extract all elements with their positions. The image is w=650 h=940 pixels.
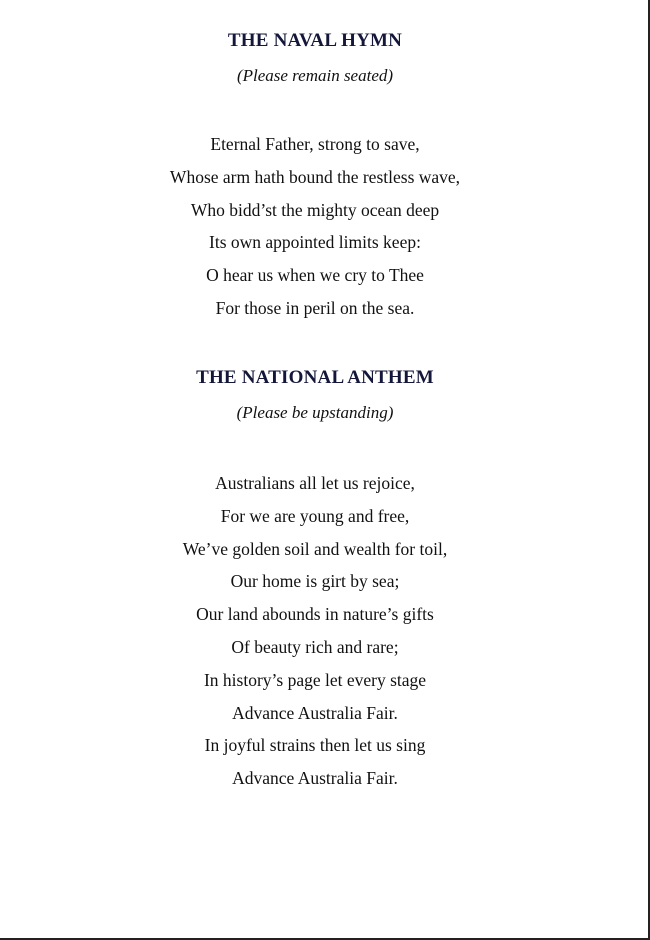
verse-line: Advance Australia Fair.: [232, 702, 398, 723]
verse-line: Of beauty rich and rare;: [231, 636, 399, 657]
verse-line: In joyful strains then let us sing: [204, 735, 426, 756]
verse-line: For we are young and free,: [220, 505, 410, 526]
verse-line: Advance Australia Fair.: [232, 768, 398, 789]
verse-line: Australians all let us rejoice,: [215, 473, 415, 493]
verse-line: We’ve golden soil and wealth for toil,: [182, 538, 448, 559]
national-anthem-instruction: (Please be upstanding): [236, 403, 394, 422]
naval-hymn-title: THE NAVAL HYMN: [227, 30, 403, 51]
naval-hymn-verse: [0, 128, 630, 325]
naval-hymn-instruction: (Please remain seated): [236, 66, 394, 85]
verse-line: In history’s page let every stage: [203, 669, 427, 690]
verse-line: Its own appointed limits keep:: [209, 232, 421, 253]
verse-line: Whose arm hath bound the restless wave,: [169, 166, 461, 187]
verse-line: Eternal Father, strong to save,: [210, 134, 420, 154]
verse-line: Who bidd’st the mighty ocean deep: [190, 199, 440, 220]
verse-line: Our home is girt by sea;: [230, 571, 400, 592]
verse-line: For those in peril on the sea.: [215, 297, 415, 318]
national-anthem-verse: [0, 467, 630, 795]
verse-line: Our land abounds in nature’s gifts: [196, 604, 434, 625]
national-anthem-section: [0, 365, 630, 795]
naval-hymn-section: [0, 28, 630, 325]
verse-line: O hear us when we cry to Thee: [206, 265, 424, 286]
national-anthem-title: THE NATIONAL ANTHEM: [196, 367, 434, 388]
